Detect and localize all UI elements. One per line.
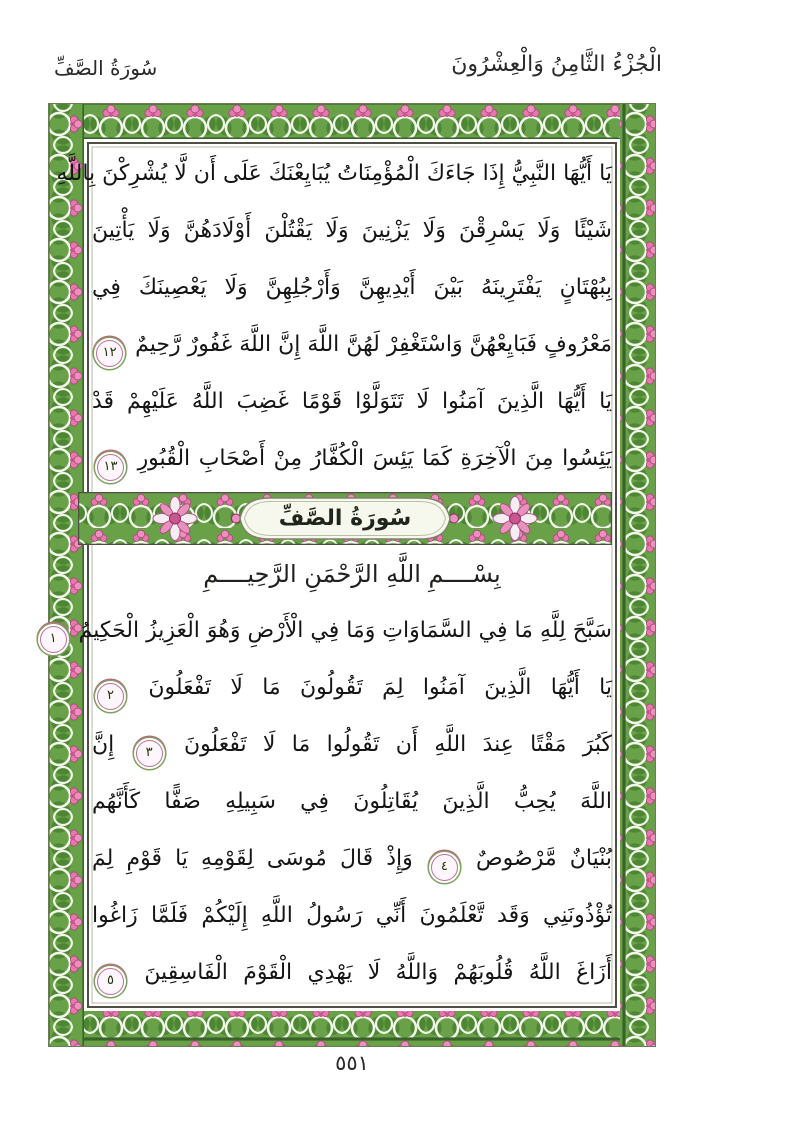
verse-number-marker: ١٢ (96, 340, 123, 367)
verse-text: أَزَاغَ اللَّهُ قُلُوبَهُمْ وَاللَّهُ لَا يَهْدِي الْقَوْمَ الْفَاسِقِينَ (144, 960, 612, 985)
verse-text: يَا أَيُّهَا الَّذِينَ آمَنُوا لَا تَتَوَلَّوْا قَوْمًا غَضِبَ اللَّهُ عَلَيْهِمْ قَدْ (92, 389, 612, 414)
quran-line (92, 202, 612, 259)
verse-number-marker: ١ (40, 626, 67, 653)
quran-line (92, 773, 612, 830)
quran-line (92, 316, 612, 373)
surah-header: سُورَةُ الصَّفِّ (54, 56, 158, 80)
quran-line (92, 944, 612, 1001)
quran-line (92, 716, 612, 773)
verse-number-marker: ٤ (431, 854, 458, 881)
verses-block-bottom (49, 602, 612, 1001)
verse-text: وَإِذْ قَالَ مُوسَى لِقَوْمِهِ يَا قَوْمِ لِمَ (92, 846, 413, 871)
quran-line (92, 659, 612, 716)
verse-text: يَا أَيُّهَا النَّبِيُّ إِذَا جَاءَكَ الْمُؤْمِنَاتُ يُبَايِعْنَكَ عَلَى أَن لَّا يُشْرِكْنَ بِاللَّهِ (56, 161, 612, 186)
verse-number-marker: ٥ (97, 968, 124, 995)
verse-text: مَعْرُوفٍ فَبَايِعْهُنَّ وَاسْتَغْفِرْ لَهُنَّ اللَّهَ إِنَّ اللَّهَ غَفُورٌ رَّحِيمٌ (135, 332, 612, 357)
verse-text: كَبُرَ مَقْتًا عِندَ اللَّهِ أَن تَقُولُوا مَا لَا تَفْعَلُونَ (183, 732, 612, 757)
surah-title-band (78, 492, 612, 545)
quran-line (56, 145, 612, 202)
verse-text: بُنْيَانٌ مَّرْصُوصٌ (476, 846, 612, 871)
quran-line (92, 830, 612, 887)
verse-number-marker: ٣ (136, 740, 163, 767)
verse-text: تُؤْذُونَنِي وَقَد تَّعْلَمُونَ أَنِّي رَسُولُ اللَّهِ إِلَيْكُمْ فَلَمَّا زَاغُوا (92, 903, 612, 928)
verse-text: اللَّهَ يُحِبُّ الَّذِينَ يُقَاتِلُونَ فِي سَبِيلِهِ صَفًّا كَأَنَّهُم (92, 789, 612, 814)
juz-header: الْجُزْءُ الثَّامِنُ وَالْعِشْرُونَ (451, 52, 662, 77)
verse-text: يَا أَيُّهَا الَّذِينَ آمَنُوا لِمَ تَقُولُونَ مَا لَا تَفْعَلُونَ (148, 675, 612, 700)
verse-text: إِنَّ (92, 732, 115, 757)
quran-line (92, 887, 612, 944)
bismillah: بِسْــــمِ اللَّهِ الرَّحْمَنِ الرَّحِيــــمِ (203, 560, 501, 588)
verses-block-top (56, 145, 612, 487)
verse-text: يَئِسُوا مِنَ الْآخِرَةِ كَمَا يَئِسَ الْكُفَّارُ مِنْ أَصْحَابِ الْقُبُورِ (137, 446, 612, 471)
quran-line (92, 430, 612, 487)
verse-text: سَبَّحَ لِلَّهِ مَا فِي السَّمَاوَاتِ وَمَا فِي الْأَرْضِ وَهُوَ الْعَزِيزُ الْحَكِيمُ (78, 618, 612, 643)
verse-text: بِبُهْتَانٍ يَفْتَرِينَهُ بَيْنَ أَيْدِيهِنَّ وَأَرْجُلِهِنَّ وَلَا يَعْصِينَكَ فِي (92, 275, 612, 300)
quran-line (92, 373, 612, 430)
surah-band-title: سُورَةُ الصَّفِّ (278, 506, 412, 531)
verse-number-marker: ١٣ (97, 454, 124, 481)
verse-text: شَيْئًا وَلَا يَسْرِقْنَ وَلَا يَزْنِينَ وَلَا يَقْتُلْنَ أَوْلَادَهُنَّ وَلَا يَأْتِينَ (92, 218, 612, 243)
page-number: ٥٥١ (335, 1051, 369, 1075)
quran-line (49, 602, 612, 659)
quran-line (92, 259, 612, 316)
verse-number-marker: ٢ (97, 683, 124, 710)
